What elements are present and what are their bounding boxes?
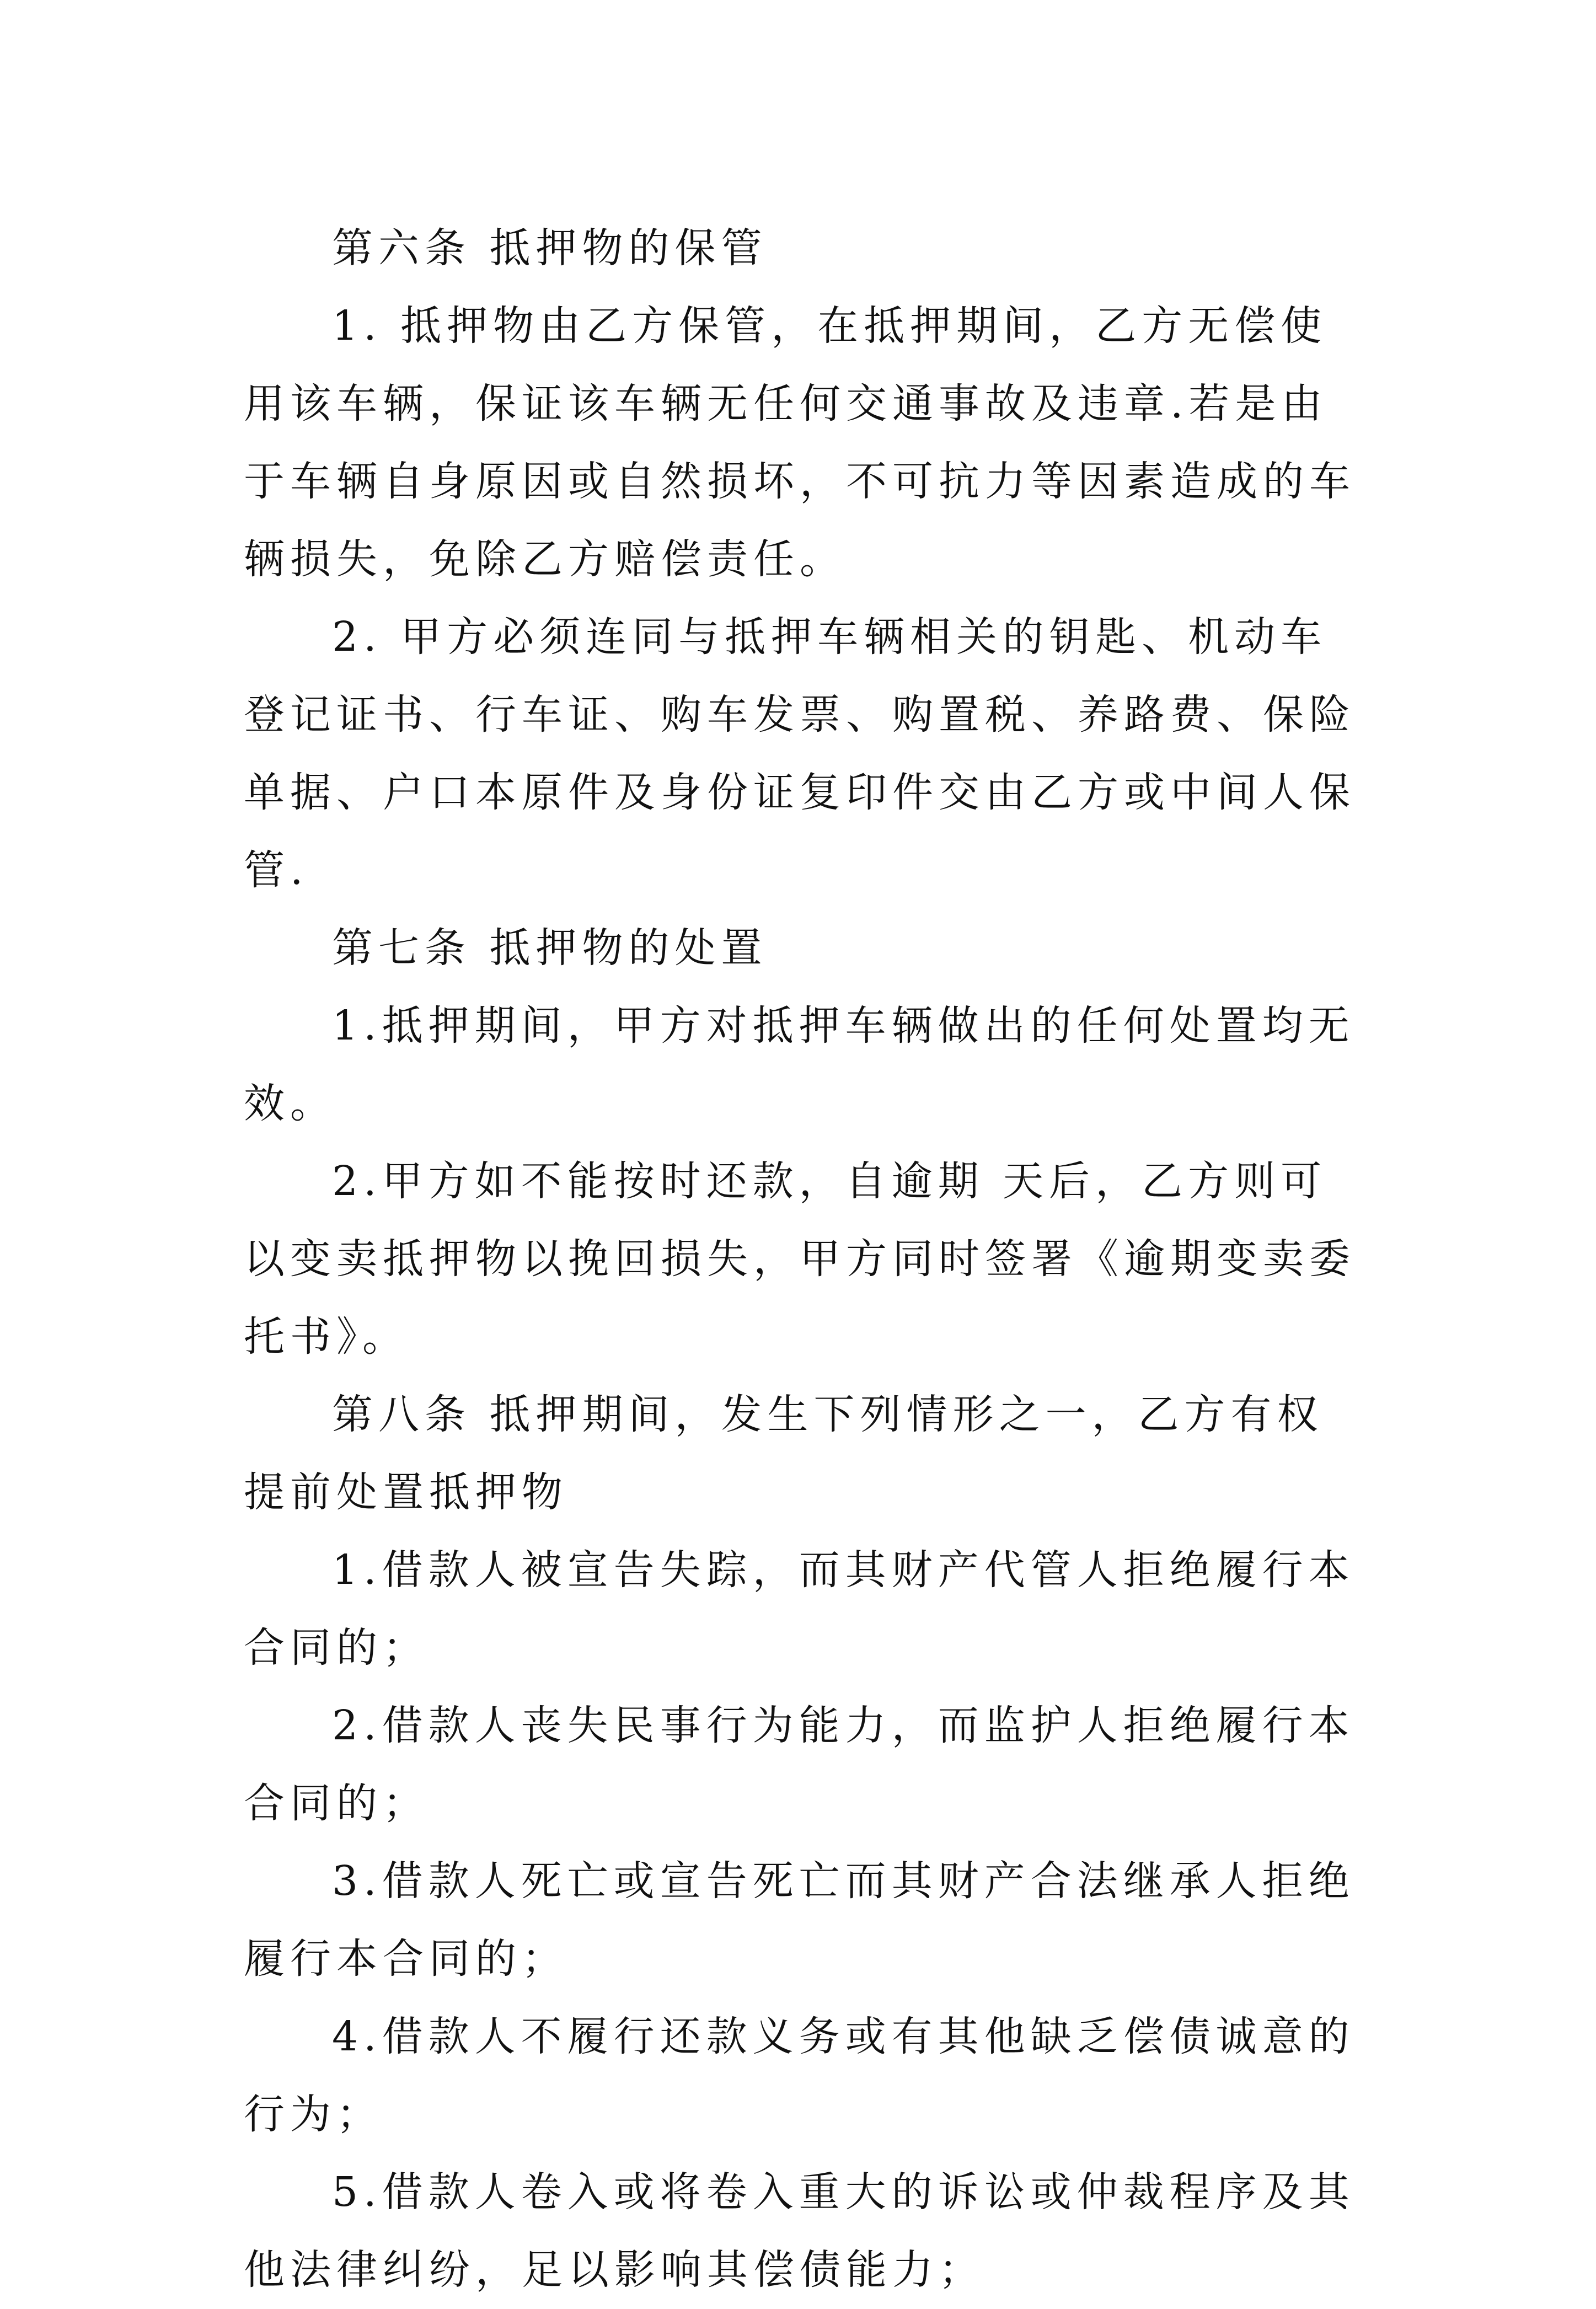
article-8-clause-2: 2.借款人丧失民事行为能力，而监护人拒绝履行本合同的；	[244, 1702, 1355, 1827]
article-6-clause-2: 2. 甲方必须连同与抵押车辆相关的钥匙、机动车登记证书、行车证、购车发票、购置税、养路费、保险单据、户口本原件及身份证复印件交由乙方或中间人保管.	[244, 613, 1356, 894]
article-8-clause-5: 5.借款人卷入或将卷入重大的诉讼或仲裁程序及其他法律纠纷，足以影响其偿债能力；	[244, 2168, 1355, 2294]
article-8-clause-3: 3.借款人死亡或宣告死亡而其财产合法继承人拒绝履行本合同的；	[244, 1857, 1355, 1983]
article-6-clause-1: 1. 抵押物由乙方保管，在抵押期间，乙方无偿使用该车辆，保证该车辆无任何交通事故及违章.若是由于车辆自身原因或自然损坏，不可抗力等因素造成的车辆损失，免除乙方赔偿责任。	[244, 302, 1356, 583]
article-8-clause-4: 4.借款人不履行还款义务或有其他缺乏偿债诚意的行为；	[244, 2013, 1355, 2138]
article-7-clause-1: 1.抵押期间，甲方对抵押车辆做出的任何处置均无效。	[244, 1002, 1355, 1127]
article-7-clause-2: 2.甲方如不能按时还款，自逾期 天后，乙方则可以变卖抵押物以挽回损失，甲方同时签署《逾期变卖委托书》。	[244, 1158, 1356, 1360]
document-body	[244, 210, 1358, 2309]
article-6-heading: 第六条 抵押物的保管	[332, 224, 768, 272]
article-8-clause-1: 1.借款人被宣告失踪，而其财产代管人拒绝履行本合同的；	[244, 1546, 1355, 1672]
article-7-heading: 第七条 抵押物的处置	[332, 924, 768, 972]
article-8-heading: 第八条 抵押期间，发生下列情形之一，乙方有权提前处置抵押物	[244, 1391, 1324, 1516]
